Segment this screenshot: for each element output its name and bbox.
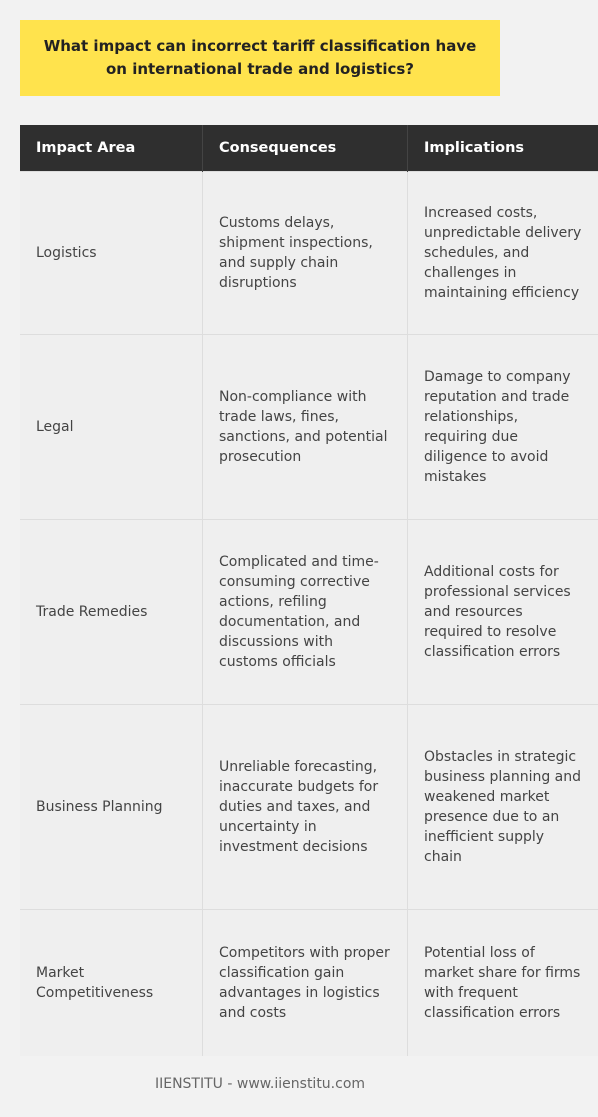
cell-impact-area: Trade Remedies — [20, 520, 203, 705]
cell-impact-area: Market Competitiveness — [20, 910, 203, 1056]
cell-consequences: Unreliable forecasting, inaccurate budgets for duties and taxes, and uncertainty in investment decisions — [203, 705, 408, 910]
cell-impact-area: Logistics — [20, 172, 203, 335]
cell-implications: Increased costs, unpredictable delivery schedules, and challenges in maintaining efficiency — [408, 172, 598, 335]
cell-consequences: Non-compliance with trade laws, fines, sanctions, and potential prosecution — [203, 335, 408, 520]
table-header-row — [20, 125, 598, 172]
cell-implications: Damage to company reputation and trade relationships, requiring due diligence to avoid mistakes — [408, 335, 598, 520]
cell-implications: Additional costs for professional services and resources required to resolve classification errors — [408, 520, 598, 705]
footer-credit: IIENSTITU - www.iienstitu.com — [154, 1076, 366, 1092]
cell-consequences: Complicated and time-consuming corrective actions, refiling documentation, and discussions with customs officials — [203, 520, 408, 705]
table-row — [20, 705, 598, 910]
cell-consequences: Customs delays, shipment inspections, and supply chain disruptions — [203, 172, 408, 335]
cell-implications: Potential loss of market share for firms with frequent classification errors — [408, 910, 598, 1056]
header-implications: Implications — [408, 125, 598, 172]
cell-impact-area: Business Planning — [20, 705, 203, 910]
cell-consequences: Competitors with proper classification gain advantages in logistics and costs — [203, 910, 408, 1056]
cell-implications: Obstacles in strategic business planning and weakened market presence due to an inefficient supply chain — [408, 705, 598, 910]
header-consequences: Consequences — [203, 125, 408, 172]
impact-table — [20, 125, 598, 1056]
impact-table-container — [20, 125, 582, 1056]
header-impact-area: Impact Area — [20, 125, 203, 172]
table-row — [20, 520, 598, 705]
cell-impact-area: Legal — [20, 335, 203, 520]
page-title: What impact can incorrect tariff classification have on international trade and logistics? — [20, 20, 500, 96]
table-row — [20, 910, 598, 1056]
table-row — [20, 172, 598, 335]
table-row — [20, 335, 598, 520]
